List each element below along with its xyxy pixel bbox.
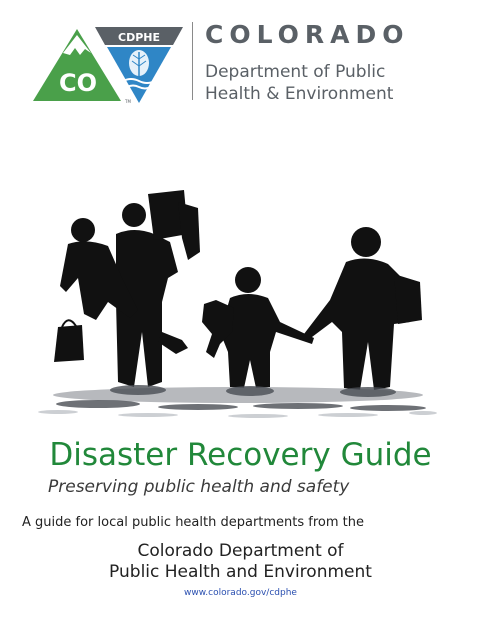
girl-head: [235, 267, 261, 293]
logo-trademark: TM: [125, 99, 131, 104]
guide-title: Disaster Recovery Guide: [49, 437, 432, 473]
girl-body: [220, 294, 314, 388]
org-name-line1: Colorado Department of: [137, 541, 344, 561]
man-head: [122, 203, 146, 227]
org-name-line2: Public Health and Environment: [109, 562, 372, 582]
flood-family-silhouette-image: [38, 182, 438, 422]
child-head: [71, 218, 95, 242]
logo-cdphe-text: CDPHE: [118, 31, 160, 44]
cdphe-logo: [33, 25, 183, 105]
logo-co-text: CO: [59, 69, 98, 97]
website-link[interactable]: www.colorado.gov/cdphe: [184, 588, 297, 598]
department-name-line1: Department of Public: [205, 62, 386, 82]
woman-head: [351, 227, 381, 257]
held-bag: [54, 325, 84, 362]
logo-divider: [192, 22, 193, 100]
state-name: COLORADO: [205, 20, 410, 49]
department-name-line2: Health & Environment: [205, 84, 394, 104]
guide-subtitle: Preserving public health and safety: [48, 477, 350, 497]
woman-bag: [394, 274, 422, 324]
intro-text: A guide for local public health departments from the: [22, 515, 365, 530]
